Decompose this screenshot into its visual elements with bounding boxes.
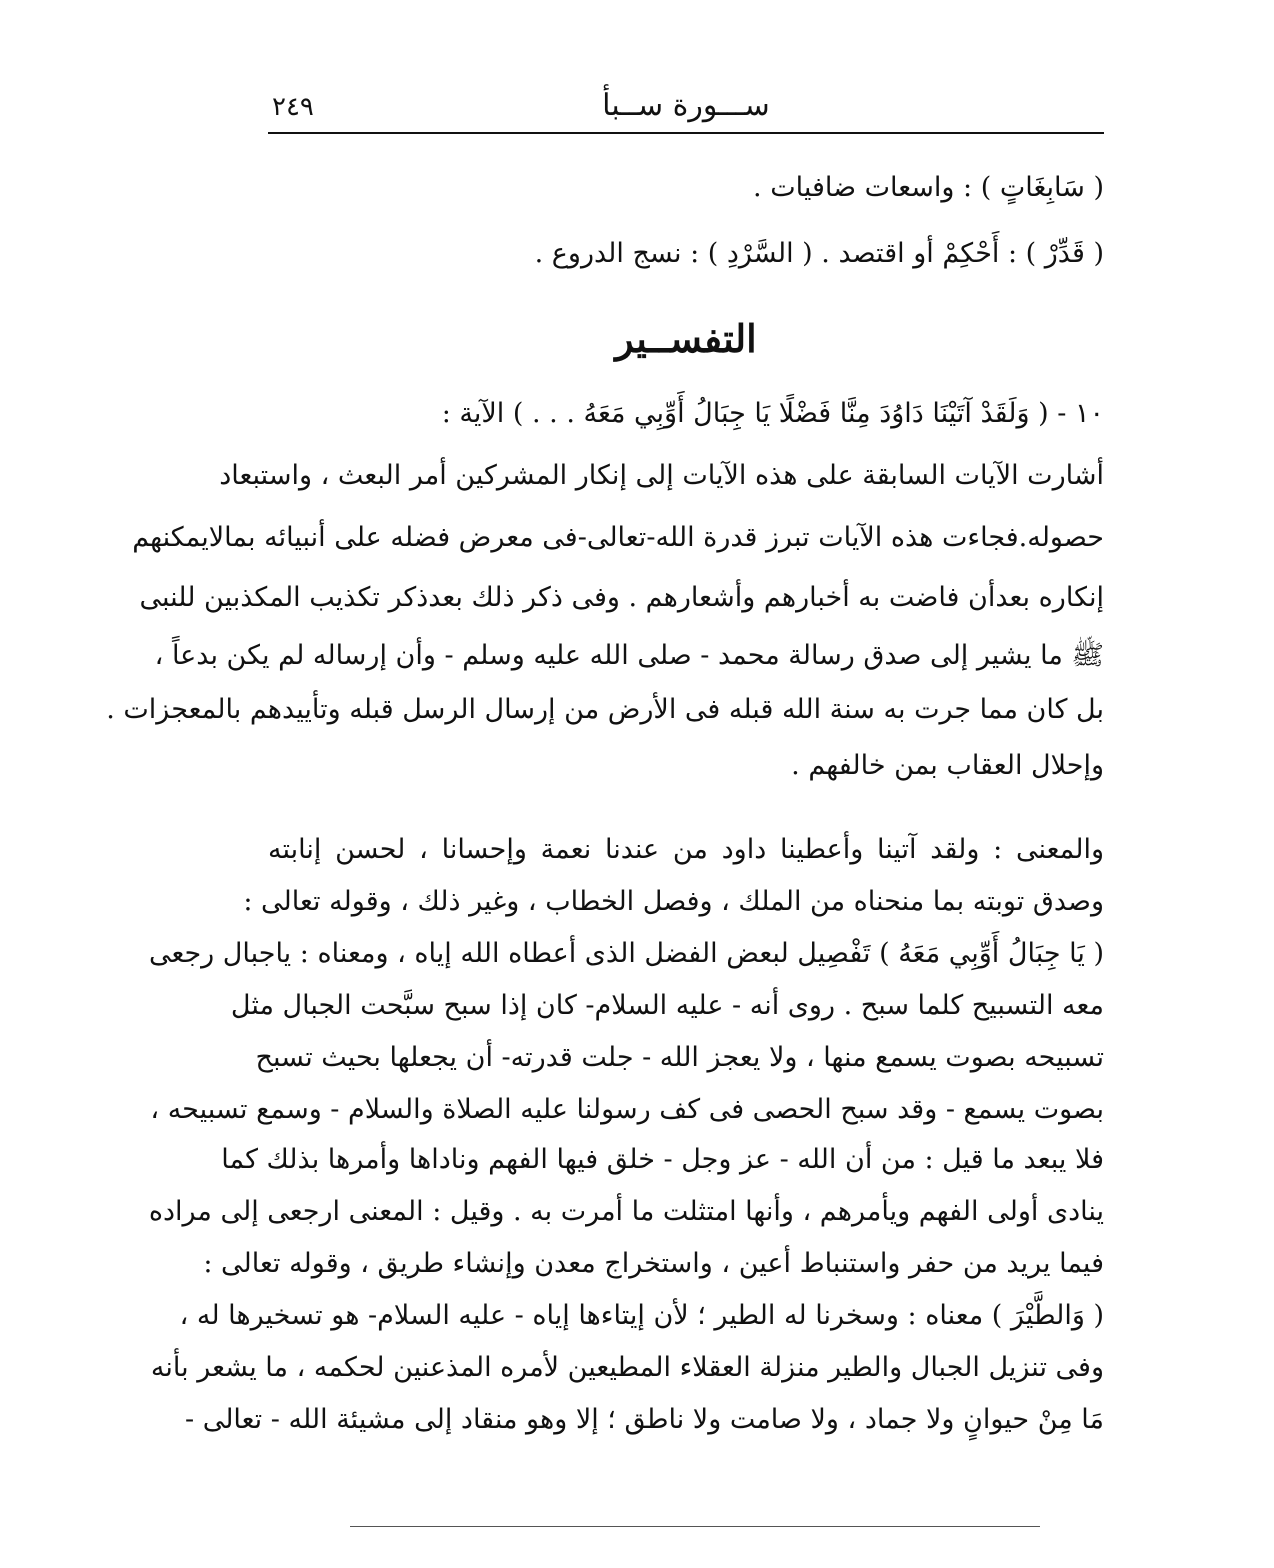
paragraph-line: بل كان مما جرت به سنة الله قبله فى الأرض من إرسال الرسل قبله وتأييدهم بالمعجزات . <box>106 694 1104 725</box>
paragraph-line: وفى تنزيل الجبال والطير منزلة العقلاء المطيعين لأمره المذعنين لحكمه ، ما يشعر بأنه <box>150 1352 1104 1383</box>
paragraph-line: إنكاره بعدأن فاضت به أخبارهم وأشعارهم . وفى ذكر ذلك بعدذكر تكذيب المكذبين للنبى <box>139 582 1104 613</box>
section-title: التفســير <box>615 316 757 361</box>
paragraph-line: أشارت الآيات السابقة على هذه الآيات إلى إنكار المشركين أمر البعث ، واستبعاد <box>219 460 1104 491</box>
verse-heading: ١٠ - ( وَلَقَدْ آتَيْنَا دَاوُدَ مِنَّا فَضْلًا يَا جِبَالُ أَوِّبِي مَعَهُ . . . ) الآية : <box>441 398 1104 429</box>
paragraph-line: وإحلال العقاب بمن خالفهم . <box>791 750 1104 781</box>
paragraph-line: ﷺ ما يشير إلى صدق رسالة محمد - صلى الله عليه وسلم - وأن إرساله لم يكن بدعاً ، <box>154 640 1104 671</box>
paragraph-line: ( وَالطَّيْرَ ) معناه : وسخرنا له الطير ؛ لأن إيتاءها إياه - عليه السلام- هو تسخيرها له ، <box>179 1300 1104 1331</box>
glossary-line: ( سَابِغَاتٍ ) : واسعات ضافيات . <box>753 172 1104 203</box>
page-number: ٢٤٩ <box>272 92 314 122</box>
surah-title: ســـورة ســبأ <box>602 88 770 123</box>
paragraph-line: تسبيحه بصوت يسمع منها ، ولا يعجز الله - جلت قدرته- أن يجعلها بحيث تسبح <box>255 1042 1104 1073</box>
paragraph-line: مَا مِنْ حيوانٍ ولا جماد ، ولا صامت ولا ناطق ؛ إلا وهو منقاد إلى مشيئة الله - تعالى - <box>184 1404 1104 1435</box>
paragraph-line: والمعنى : ولقد آتينا وأعطينا داود من عندنا نعمة وإحسانا ، لحسن إنابته <box>268 834 1104 865</box>
bottom-divider <box>350 1526 1040 1527</box>
paragraph-line: فلا يبعد ما قيل : من أن الله - عز وجل - خلق فيها الفهم وناداها وأمرها بذلك كما <box>221 1144 1104 1175</box>
paragraph-line: حصوله.فجاءت هذه الآيات تبرز قدرة الله-تعالى-فى معرض فضله على أنبيائه بمالايمكنهم <box>132 522 1104 553</box>
paragraph-line: وصدق توبته بما منحناه من الملك ، وفصل الخطاب ، وغير ذلك ، وقوله تعالى : <box>243 886 1104 917</box>
paragraph-line: ( يَا جِبَالُ أَوِّبِي مَعَهُ ) تَفْصِيل لبعض الفضل الذى أعطاه الله إياه ، ومعناه : ياجبال رجعى <box>148 938 1104 969</box>
paragraph-line: معه التسبيح كلما سبح . روى أنه - عليه السلام- كان إذا سبح سبَّحت الجبال مثل <box>230 990 1104 1021</box>
paragraph-line: فيما يريد من حفر واستنباط أعين ، واستخراج معدن وإنشاء طريق ، وقوله تعالى : <box>203 1248 1104 1279</box>
paragraph-line: بصوت يسمع - وقد سبح الحصى فى كف رسولنا عليه الصلاة والسلام - وسمع تسبيحه ، <box>150 1094 1104 1125</box>
paragraph-line: ينادى أولى الفهم ويأمرهم ، وأنها امتثلت ما أمرت به . وقيل : المعنى ارجعى إلى مراده <box>148 1196 1104 1227</box>
page-header <box>268 84 1104 134</box>
glossary-line: ( قَدِّرْ ) : أَحْكِمْ أو اقتصد . ( السَّرْدِ ) : نسج الدروع . <box>534 238 1104 269</box>
